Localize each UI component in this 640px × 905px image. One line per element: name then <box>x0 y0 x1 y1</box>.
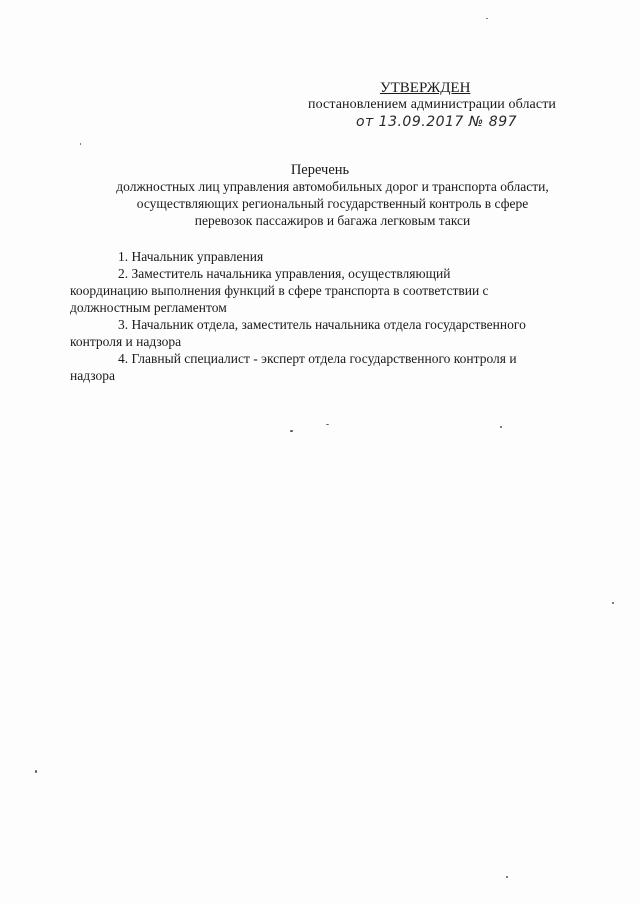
approval-stamp-heading: УТВЕРЖДЕН <box>380 80 471 96</box>
subtitle-line: должностных лиц управления автомобильных дорог и транспорта области, <box>116 179 549 194</box>
list-item <box>70 265 590 316</box>
item-text: Начальник управления <box>131 249 264 264</box>
item-number: 4. <box>118 351 129 366</box>
scan-speck <box>500 426 502 428</box>
item-text: Начальник отдела, заместитель начальника отдела государственного <box>131 317 526 332</box>
document-subtitle <box>70 178 595 229</box>
item-text: надзора <box>70 368 115 383</box>
subtitle-line: осуществляющих региональный государственный контроль в сфере <box>136 196 529 211</box>
item-text: Заместитель начальника управления, осуществляющий <box>131 266 451 281</box>
item-text: Главный специалист - эксперт отдела государственного контроля и <box>131 351 517 366</box>
item-text: должностным регламентом <box>70 300 227 315</box>
item-text: координацию выполнения функций в сфере транспорта в соответствии с <box>70 283 489 298</box>
scan-speck <box>35 770 37 773</box>
list-item <box>70 316 590 350</box>
positions-list <box>70 248 590 384</box>
list-item <box>70 350 590 384</box>
item-text: контроля и надзора <box>70 334 182 349</box>
scan-speck <box>290 430 293 432</box>
item-number: 3. <box>118 317 129 332</box>
scan-speck <box>612 602 614 604</box>
scan-speck <box>506 876 508 878</box>
handwritten-date-number: от 13.09.2017 № 897 <box>356 114 518 130</box>
list-item <box>70 248 590 265</box>
item-number: 2. <box>118 266 129 281</box>
document-title: Перечень <box>290 162 350 178</box>
item-number: 1. <box>118 249 129 264</box>
scan-speck <box>486 18 488 19</box>
approval-decree-line: постановлением администрации области <box>308 97 556 112</box>
subtitle-line: перевозок пассажиров и багажа легковым такси <box>194 213 471 228</box>
scan-speck <box>80 143 81 145</box>
scan-speck <box>326 424 329 425</box>
